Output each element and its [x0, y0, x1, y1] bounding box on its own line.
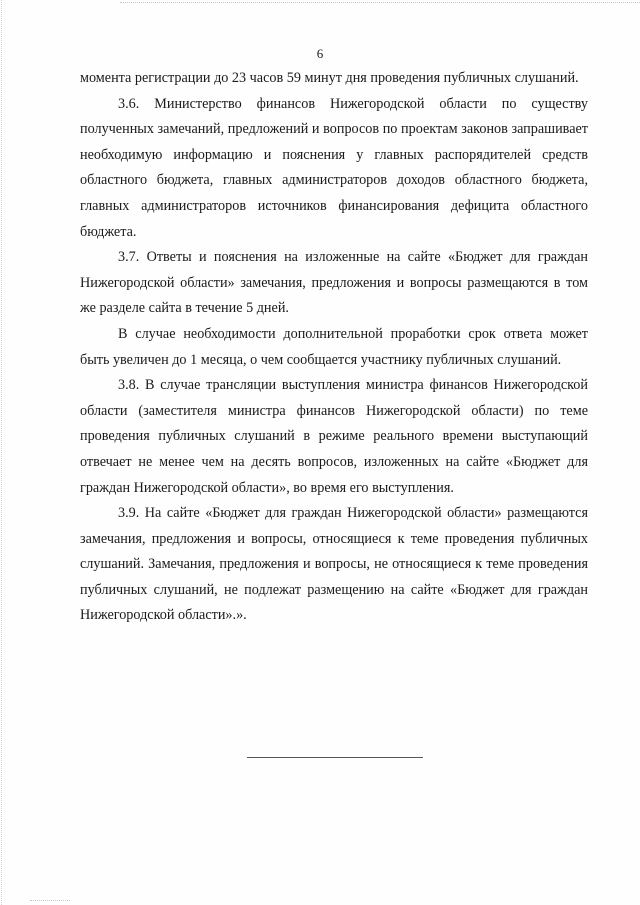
paragraph-continuation: момента регистрации до 23 часов 59 минут дня проведения публичных слушаний. — [80, 70, 579, 86]
paragraph-3-7: 3.7. Ответы и пояснения на изложенные на сайте «Бюджет для граждан Нижегородской области» замечания, предложения и вопросы размещаются в том же разделе сайта в течение 5 дней. — [80, 249, 588, 317]
scan-edge-bottom — [30, 900, 70, 902]
end-of-document-rule — [247, 757, 423, 758]
paragraph-response-extension: В случае необходимости дополнительной проработки срок ответа может быть увеличен до 1 месяца, о чем сообщается участнику публичных слушаний. — [80, 325, 588, 368]
scan-edge-left — [1, 0, 3, 905]
paragraph-3-8: 3.8. В случае трансляции выступления министра финансов Нижегородской области (заместителя министра финансов Нижегородской области) по теме проведения публичных слушаний в режиме реального времени выступающий отвечает не менее чем на десять вопросов, изложенных на сайте «Бюджет для граждан Нижегородской области», во время его выступления. — [80, 377, 588, 496]
paragraph-3-6: 3.6. Министерство финансов Нижегородской области по существу полученных замечаний, предложений и вопросов по проектам законов запрашивает необходимую информацию и пояснения у главных распорядителей средств областного бюджета, главных администраторов доходов областного бюджета, главных администраторов источников финансирования дефицита областного бюджета. — [80, 95, 588, 240]
page-number: 6 — [316, 46, 324, 61]
scan-edge-top — [120, 2, 640, 4]
document-body — [80, 66, 588, 629]
paragraph-3-9: 3.9. На сайте «Бюджет для граждан Нижегородской области» размещаются замечания, предложения и вопросы, относящиеся к теме проведения публичных слушаний. Замечания, предложения и вопросы, не относящиеся к теме проведения публичных слушаний, не подлежат размещению на сайте «Бюджет для граждан Нижегородской области».». — [80, 505, 588, 624]
